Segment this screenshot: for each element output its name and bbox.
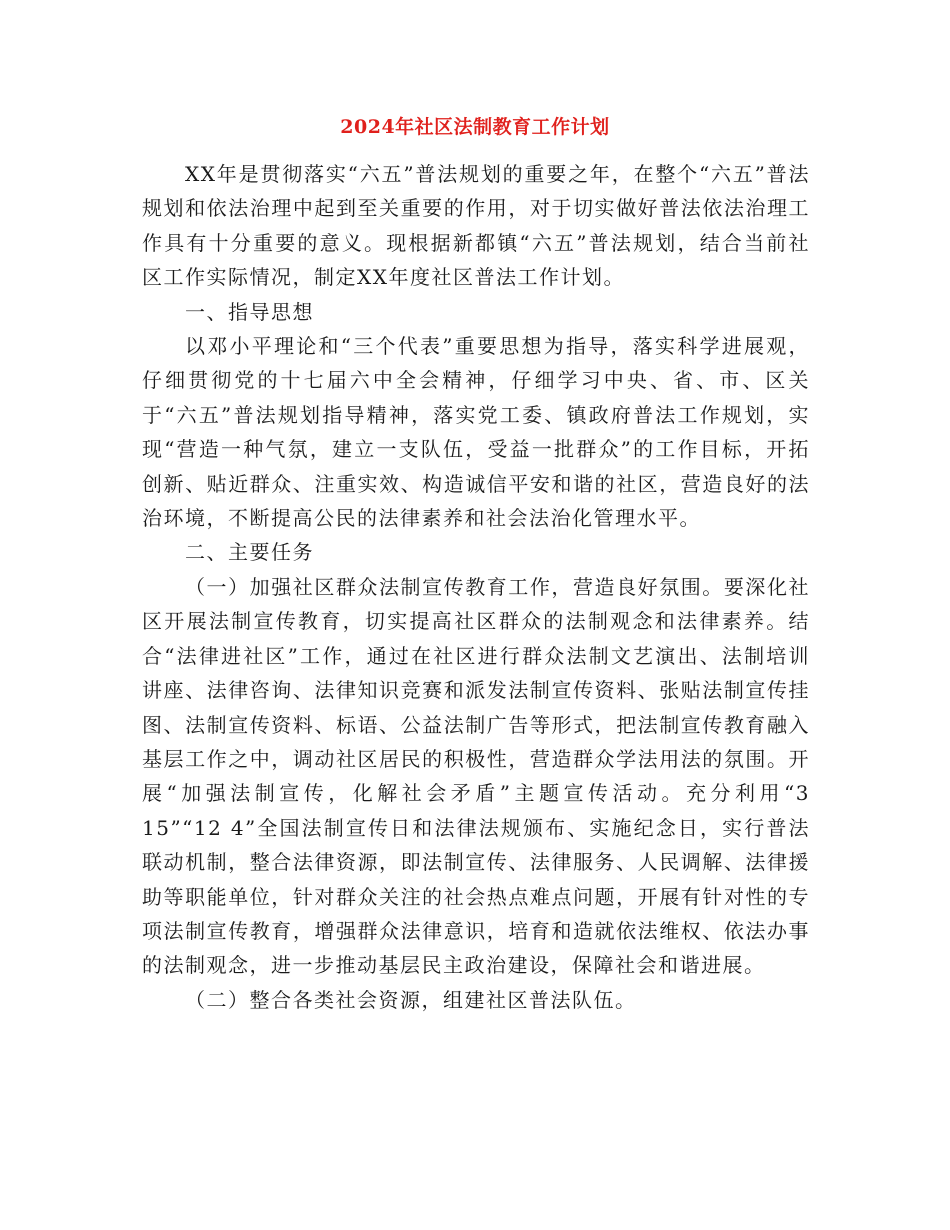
heading-main-tasks: 二、主要任务 xyxy=(185,540,314,565)
paragraph-intro: XX年是贯彻落实“六五”普法规划的重要之年，在整个“六五”普法规划和依法治理中起到至关重要的作用，对于切实做好普法依法治理工作具有十分重要的意义。现根据新都镇“六五”普法规划，结合当前社区工作实际情况，制定XX年度社区普法工作计划。 xyxy=(142,162,810,290)
heading-guiding-ideology: 一、指导思想 xyxy=(185,299,314,324)
paragraph-guiding-ideology: 以邓小平理论和“三个代表”重要思想为指导，落实科学进展观，仔细贯彻党的十七届六中全会精神，仔细学习中央、省、市、区关于“六五”普法规划指导精神，落实党工委、镇政府普法工作规划，实现“营造一种气氛，建立一支队伍，受益一批群众”的工作目标，开拓创新、贴近群众、注重实效、构造诚信平安和谐的社区，营造良好的法治环境，不断提高公民的法律素养和社会法治化管理水平。 xyxy=(142,334,810,531)
paragraph-task-two: （二）整合各类社会资源，组建社区普法队伍。 xyxy=(185,987,637,1012)
paragraph-task-one: （一）加强社区群众法制宣传教育工作，营造良好氛围。要深化社区开展法制宣传教育，切实提高社区群众的法制观念和法律素养。结合“法律进社区”工作，通过在社区进行群众法制文艺演出、法制培训讲座、法律咨询、法律知识竞赛和派发法制宣传资料、张贴法制宣传挂图、法制宣传资料、标语、公益法制广告等形式，把法制宣传教育融入基层工作之中，调动社区居民的积极性，营造群众学法用法的氛围。开展“加强法制宣传，化解社会矛盾”主题宣传活动。充分利用“3 15”“12 4”全国法制宣传日和法律法规颁布、实施纪念日，实行普法联动机制，整合法律资源，即法制宣传、法律服务、人民调解、法律援助等职能单位，针对群众关注的社会热点难点问题，开展有针对性的专项法制宣传教育，增强群众法律意识，培育和造就依法维权、依法办事的法制观念，进一步推动基层民主政治建设，保障社会和谐进展。 xyxy=(142,574,810,978)
document-body xyxy=(142,157,810,1017)
document-title: 2024年社区法制教育工作计划 xyxy=(340,116,610,138)
